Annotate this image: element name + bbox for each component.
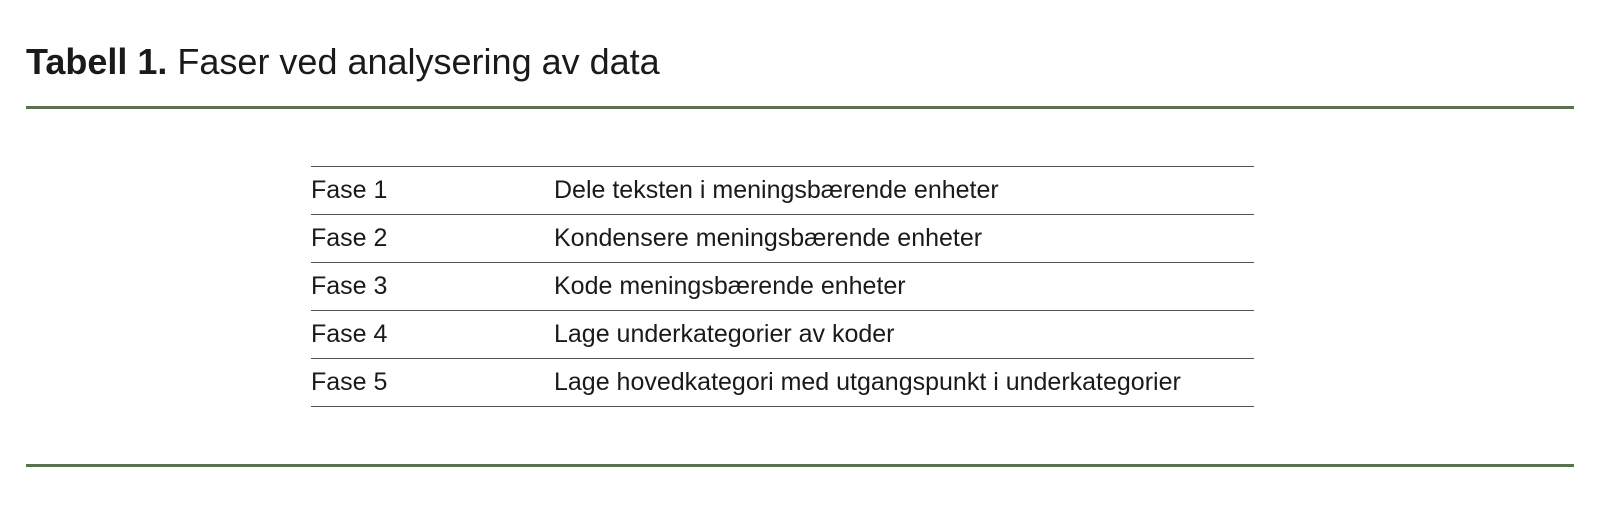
description-cell: Dele teksten i meningsbærende enheter (554, 167, 1254, 215)
bottom-rule (26, 464, 1574, 467)
phase-cell: Fase 5 (311, 359, 554, 407)
table-row (311, 215, 1254, 263)
phase-cell: Fase 1 (311, 167, 554, 215)
description-cell: Kondensere meningsbærende enheter (554, 215, 1254, 263)
table-caption (26, 38, 660, 86)
table-row (311, 359, 1254, 407)
description-cell: Lage hovedkategori med utgangspunkt i underkategorier (554, 359, 1254, 407)
table-row (311, 311, 1254, 359)
table-row (311, 167, 1254, 215)
phase-cell: Fase 3 (311, 263, 554, 311)
top-rule (26, 106, 1574, 109)
phase-cell: Fase 2 (311, 215, 554, 263)
phase-cell: Fase 4 (311, 311, 554, 359)
phases-table (311, 166, 1254, 407)
table-row (311, 263, 1254, 311)
description-cell: Lage underkategorier av koder (554, 311, 1254, 359)
caption-label: Tabell 1. (26, 41, 168, 82)
description-cell: Kode meningsbærende enheter (554, 263, 1254, 311)
caption-title: Faser ved analysering av data (177, 41, 660, 82)
